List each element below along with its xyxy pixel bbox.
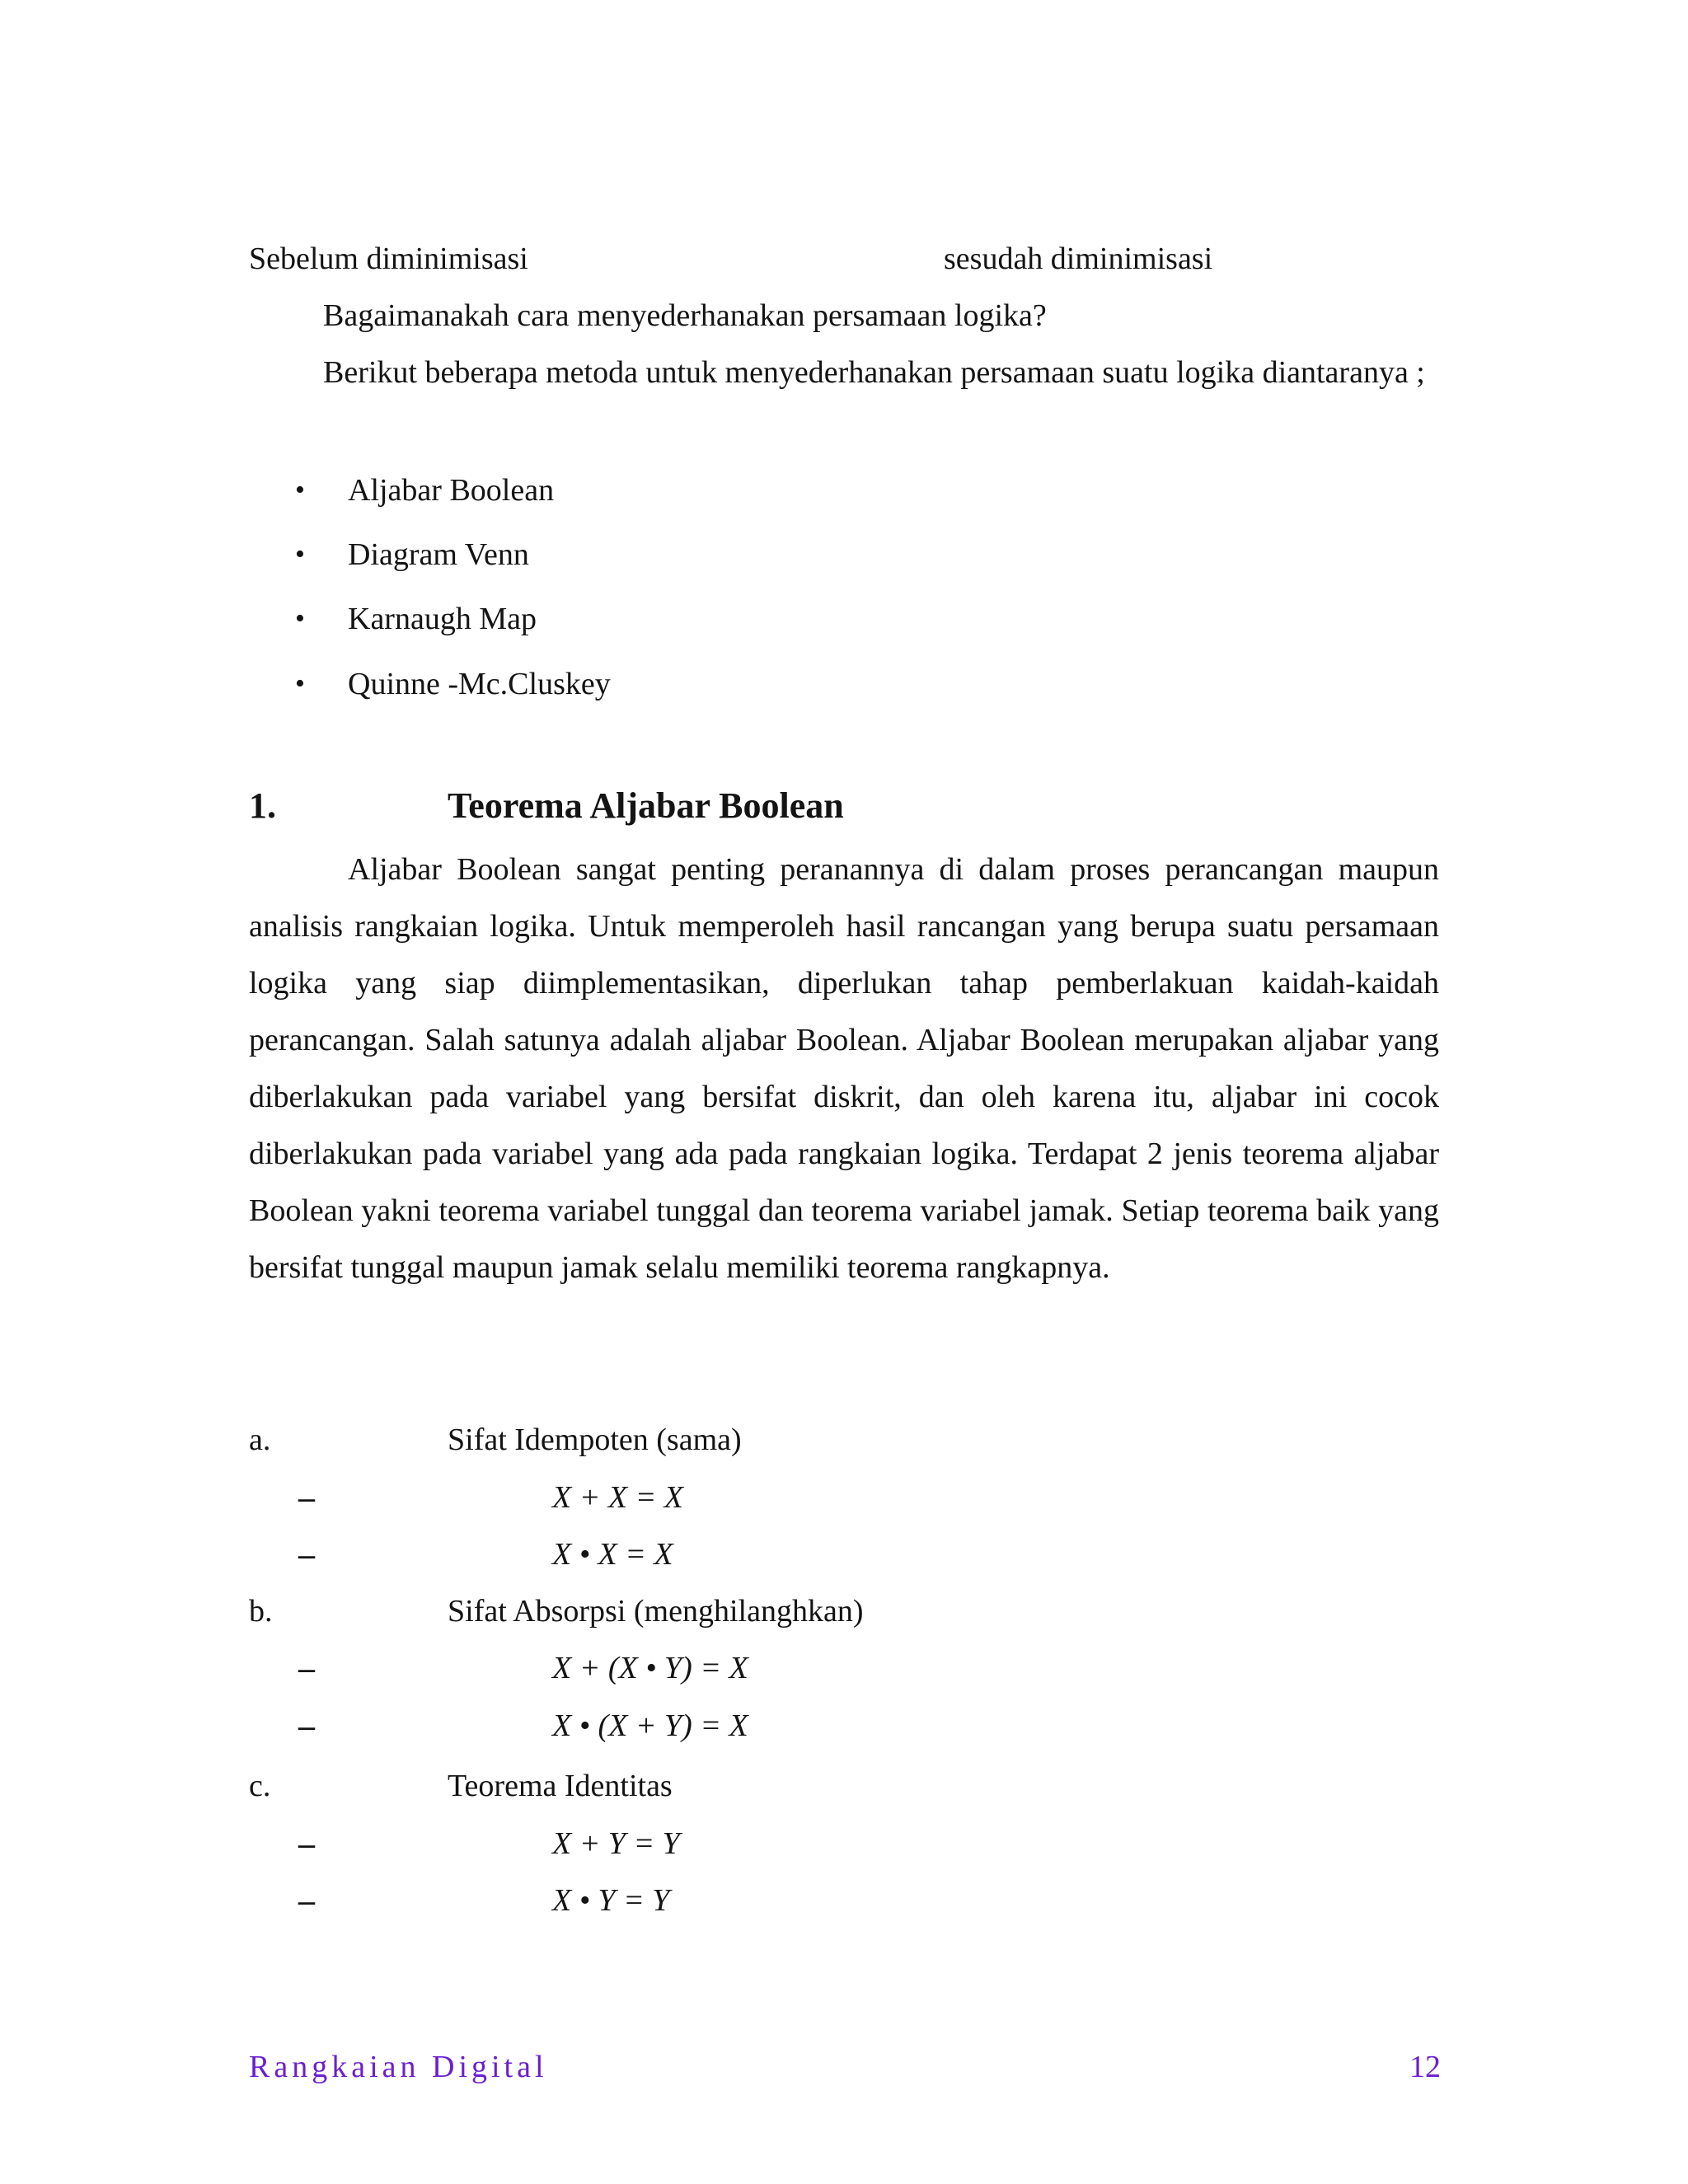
- property-name: Sifat Idempoten (sama): [448, 1422, 742, 1457]
- method-item: Quinne -Mc.Cluskey: [348, 667, 611, 701]
- dash-marker: –: [298, 1649, 315, 1686]
- equation: X + (X • Y) = X: [552, 1651, 748, 1685]
- property-letter: c.: [249, 1769, 271, 1803]
- bullet-dot: •: [295, 603, 305, 634]
- property-letter: b.: [249, 1594, 273, 1629]
- dash-marker: –: [298, 1479, 315, 1516]
- property-name: Teorema Identitas: [448, 1769, 673, 1803]
- method-item: Karnaugh Map: [348, 602, 537, 636]
- section-title: Teorema Aljabar Boolean: [448, 785, 844, 826]
- footer-title: Rangkaian Digital: [249, 2050, 548, 2084]
- equation: X + Y = Y: [552, 1826, 680, 1861]
- page-number: 12: [1409, 2050, 1441, 2084]
- dash-marker: –: [298, 1707, 315, 1744]
- caption-after: sesudah diminimisasi: [944, 241, 1213, 276]
- section-number: 1.: [249, 785, 276, 826]
- dash-marker: –: [298, 1825, 315, 1862]
- equation: X • X = X: [552, 1537, 673, 1572]
- equation: X • Y = Y: [552, 1883, 670, 1918]
- caption-before: Sebelum diminimisasi: [249, 241, 528, 276]
- section-paragraph: Aljabar Boolean sangat penting peranannya di dalam proses perancangan maupun analisis rangkaian logika. Untuk memperoleh hasil rancangan yang berupa suatu persamaan logika yang siap diimplementasikan, diperlukan tahap pemberlakuan kaidah-kaidah perancangan. Salah satunya adalah aljabar Boolean. Aljabar Boolean merupakan aljabar yang diberlakukan pada variabel yang bersifat diskrit, dan oleh karena itu, aljabar ini cocok diberlakukan pada variabel yang ada pada rangkaian logika. Terdapat 2 jenis teorema aljabar Boolean yakni teorema variabel tunggal dan teorema variabel jamak. Setiap teorema baik yang bersifat tunggal maupun jamak selalu memiliki teorema rangkapnya.: [249, 852, 1439, 1285]
- bullet-dot: •: [295, 475, 305, 505]
- intro-question: Bagaimanakah cara menyederhanakan persamaan logika?: [323, 298, 1047, 333]
- method-item: Diagram Venn: [348, 537, 529, 572]
- equation: X • (X + Y) = X: [552, 1708, 748, 1743]
- bullet-dot: •: [295, 668, 305, 699]
- property-letter: a.: [249, 1422, 271, 1457]
- property-name: Sifat Absorpsi (menghilanghkan): [448, 1594, 864, 1629]
- dash-marker: –: [298, 1535, 315, 1572]
- equation: X + X = X: [552, 1480, 683, 1515]
- method-item: Aljabar Boolean: [348, 473, 555, 508]
- dash-marker: –: [298, 1882, 315, 1919]
- intro-methods-text: Berikut beberapa metoda untuk menyederhanakan persamaan suatu logika diantaranya ;: [323, 355, 1425, 390]
- bullet-dot: •: [295, 539, 305, 569]
